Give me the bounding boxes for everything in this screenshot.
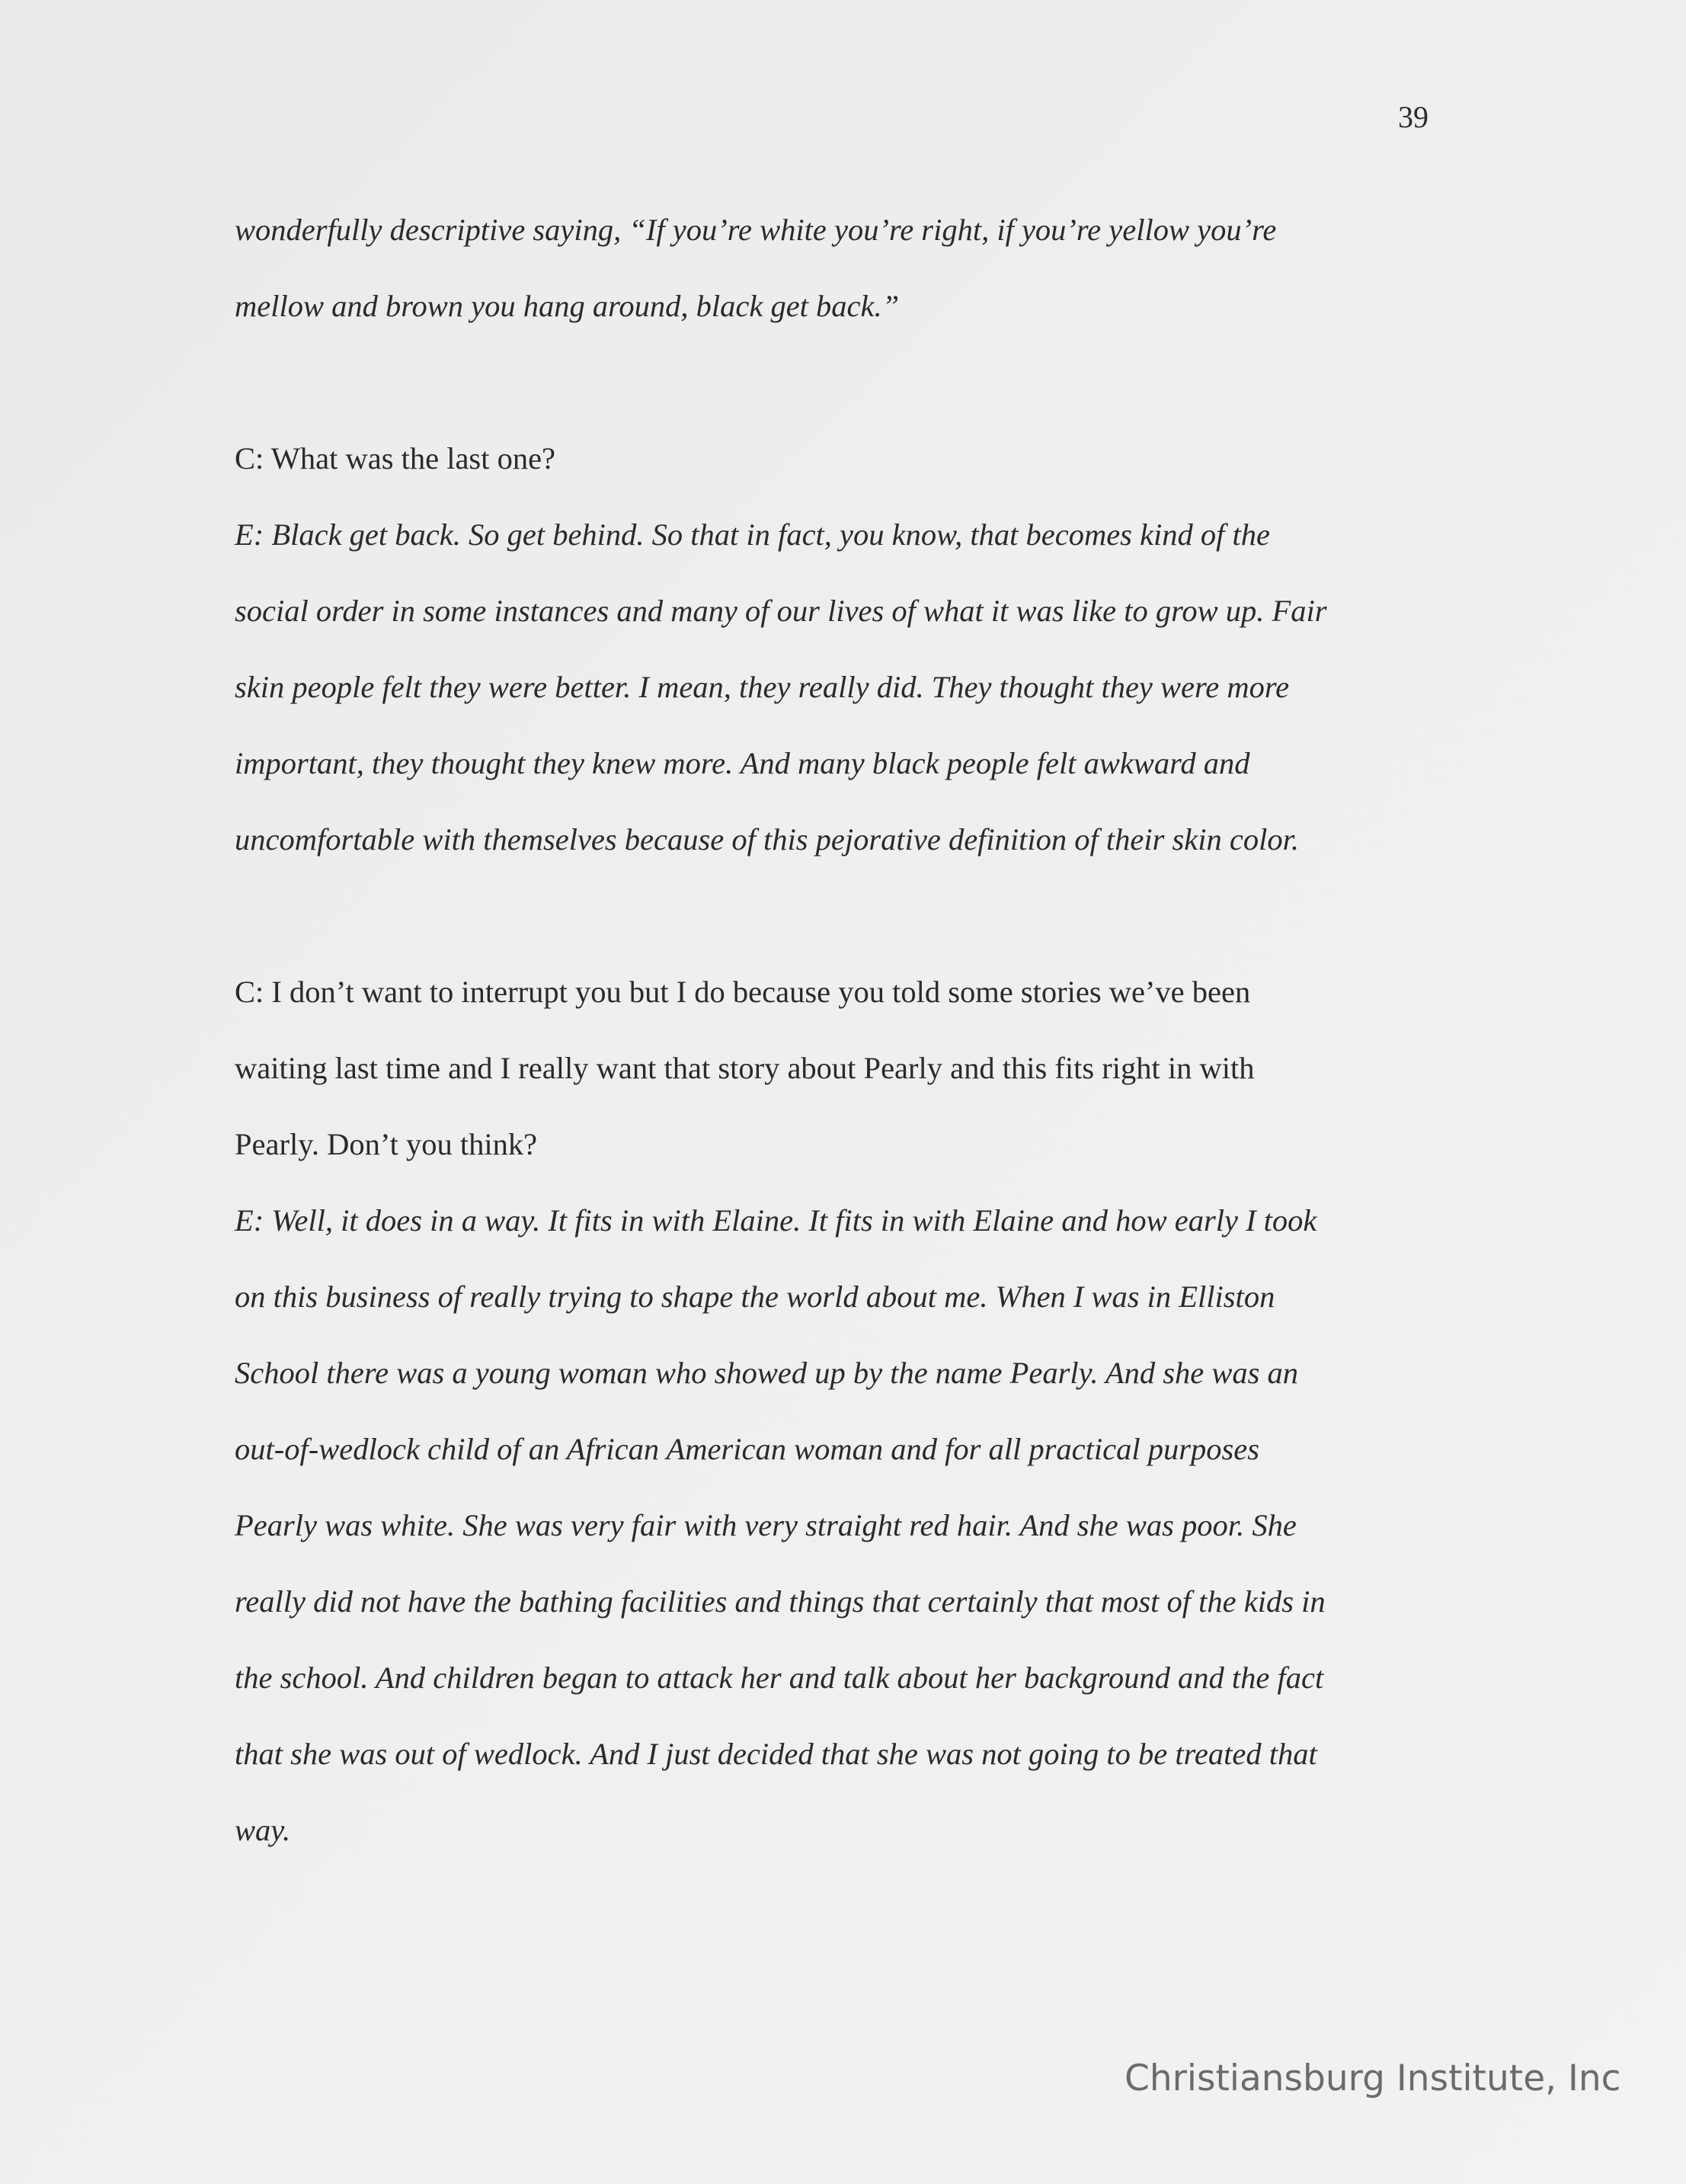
transcript-paragraph-e-continuation [235,192,1454,344]
transcript-line: way. [235,1813,291,1847]
paragraph-spacer [235,878,1454,954]
transcript-paragraph-e-answer [235,1183,1454,1869]
transcript-line: C: I don’t want to interrupt you but I do because you told some stories we’ve been [235,975,1251,1009]
transcript-body [235,192,1454,1869]
page-number: 39 [1398,100,1428,134]
transcript-line: out-of-wedlock child of an African American woman and for all practical purposes [235,1432,1260,1466]
transcript-line: C: What was the last one? [235,441,556,476]
transcript-line: waiting last time and I really want that story about Pearly and this fits right in with [235,1051,1255,1085]
transcript-line: mellow and brown you hang around, black get back.” [235,289,900,323]
transcript-line: the school. And children began to attack her and talk about her background and the fact [235,1660,1324,1695]
transcript-line: on this business of really trying to shape the world about me. When I was in Elliston [235,1279,1275,1314]
transcript-paragraph-c-question [235,421,1454,497]
paragraph-spacer [235,344,1454,421]
transcript-line: Pearly was white. She was very fair with very straight red hair. And she was poor. She [235,1508,1297,1542]
transcript-paragraph-e-answer [235,497,1454,878]
transcript-paragraph-c-question [235,954,1454,1183]
transcript-line: Pearly. Don’t you think? [235,1127,538,1161]
transcript-line: really did not have the bathing facilities and things that certainly that most of the kids in [235,1584,1326,1619]
watermark: Christiansburg Institute, Inc [1125,2058,1621,2099]
transcript-line: wonderfully descriptive saying, “If you’re white you’re right, if you’re yellow you’re [235,213,1277,247]
transcript-line: social order in some instances and many of our lives of what it was like to grow up. Fair [235,594,1327,628]
transcript-line: important, they thought they knew more. And many black people felt awkward and [235,746,1250,780]
transcript-line: E: Well, it does in a way. It fits in with Elaine. It fits in with Elaine and how early I took [235,1203,1317,1238]
transcript-line: uncomfortable with themselves because of this pejorative definition of their skin color. [235,822,1300,857]
transcript-line: that she was out of wedlock. And I just decided that she was not going to be treated that [235,1737,1317,1771]
transcript-line: E: Black get back. So get behind. So that in fact, you know, that becomes kind of the [235,517,1271,552]
transcript-line: skin people felt they were better. I mean, they really did. They thought they were more [235,670,1290,704]
transcript-line: School there was a young woman who showed up by the name Pearly. And she was an [235,1356,1299,1390]
